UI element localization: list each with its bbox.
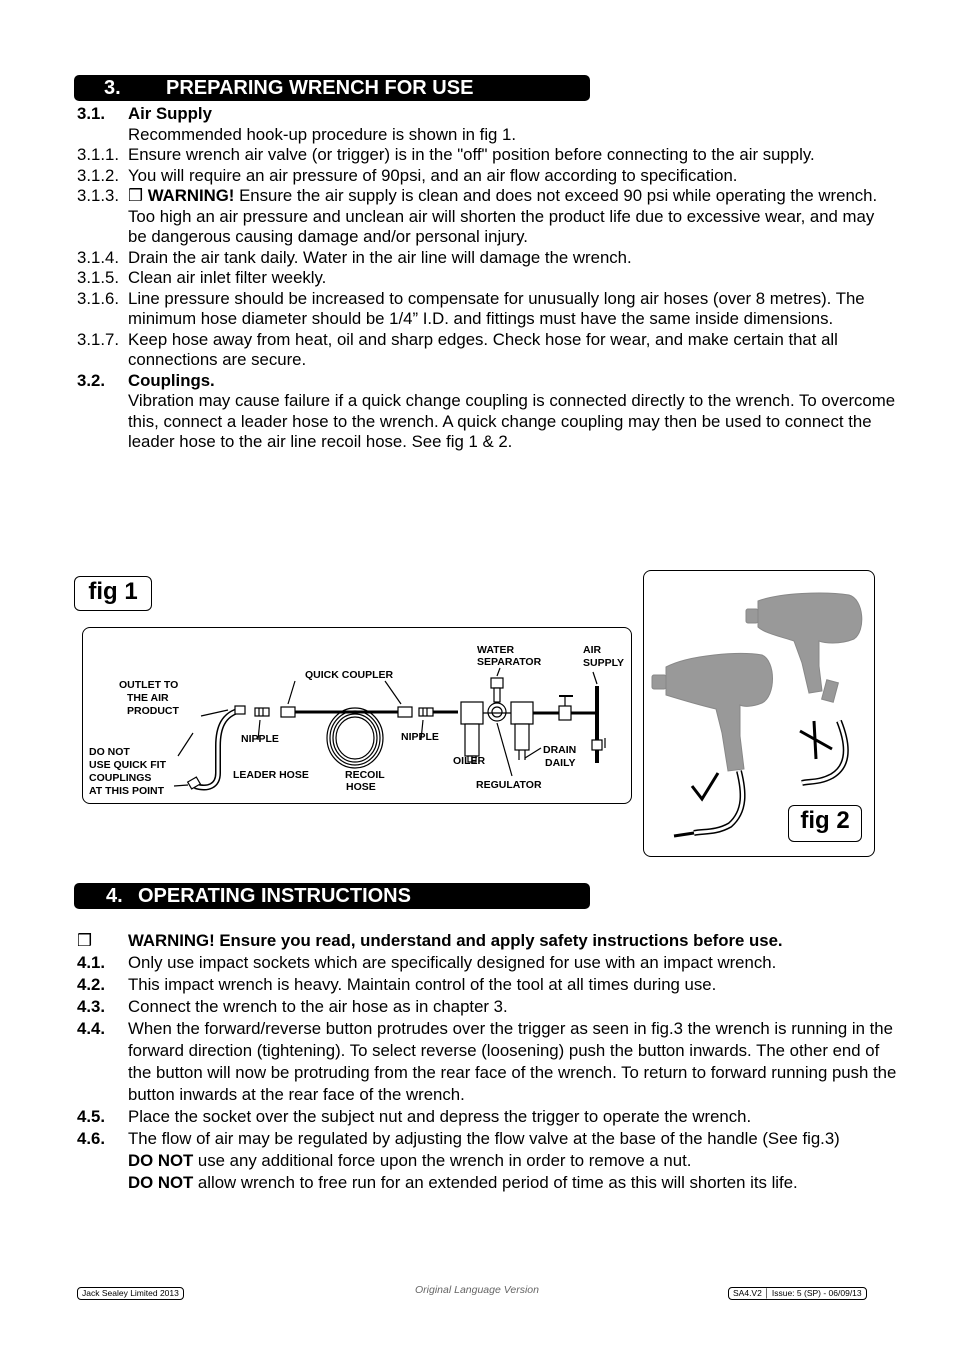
list-item <box>77 1106 897 1128</box>
item-number: 3.1. <box>77 104 105 123</box>
item-number: 3.1.1. <box>77 145 119 164</box>
item-text: Drain the air tank daily. Water in the air line will damage the wrench. <box>128 247 632 267</box>
item-number: 3.1.4. <box>77 247 119 267</box>
section-number: 3. <box>104 77 121 99</box>
section-4-header <box>74 883 590 909</box>
do-not-emphasis: DO NOT <box>128 1173 194 1192</box>
do-not-line-1 <box>77 1150 897 1172</box>
do-not-text: allow wrench to free run for an extended period of time as this will shorten its life. <box>193 1173 798 1192</box>
drain-daily-label-2: DAILY <box>545 757 576 769</box>
do-not-line-2 <box>77 1172 897 1194</box>
list-item <box>77 268 897 289</box>
section-3-list <box>77 104 897 453</box>
water-separator-label-1: WATER <box>477 644 515 656</box>
warning-text: WARNING! Ensure you read, understand and apply safety instructions before use. <box>128 931 783 950</box>
nipple-left-label: NIPPLE <box>241 733 279 745</box>
warning-label: ❒ WARNING! <box>128 186 235 205</box>
item-text: Recommended hook-up procedure is shown in fig 1. <box>128 124 517 144</box>
list-item <box>77 996 897 1018</box>
warning-bullet-icon: ❒ <box>77 931 93 950</box>
item-text: Ensure the air supply is clean and does not exceed 90 psi while operating the wrench. Too high an air pressure and unclean air will shorten the product life due to excessive wear, and may be dangerous causing damage and/or personal injury. <box>128 186 878 246</box>
leader-hose-label: LEADER HOSE <box>233 769 309 781</box>
water-separator-label-2: SEPARATOR <box>477 656 542 668</box>
list-item <box>77 248 897 269</box>
outlet-label-2: THE AIR <box>127 692 169 704</box>
oiler-label: OILER <box>453 755 486 767</box>
item-number: 3.1.3. <box>77 186 119 205</box>
recoil-hose-label-1: RECOIL <box>345 769 385 781</box>
regulator-label: REGULATOR <box>476 779 542 791</box>
item-number: 4.1. <box>77 953 105 972</box>
hose-bad <box>800 721 846 783</box>
item-number: 3.2. <box>77 370 105 390</box>
outlet-label-1: OUTLET TO <box>119 679 179 691</box>
list-item <box>77 371 897 392</box>
item-number: 3.1.6. <box>77 288 119 308</box>
section-title: OPERATING INSTRUCTIONS <box>138 885 411 907</box>
list-item <box>77 125 897 146</box>
item-text: Place the socket over the subject nut and depress the trigger to operate the wrench. <box>128 1107 752 1126</box>
section-3-header <box>74 75 590 101</box>
list-item <box>77 186 897 248</box>
item-text: Couplings. <box>128 370 215 390</box>
item-text: Keep hose away from heat, oil and sharp edges. Check hose for wear, and make certain that all connections are secure. <box>128 329 838 369</box>
item-number: 3.1.5. <box>77 268 119 287</box>
list-item <box>77 289 897 330</box>
drain-daily-label-1: DRAIN <box>543 744 577 756</box>
footer-copyright: Jack Sealey Limited 2013 <box>77 1287 184 1300</box>
wrench-lower-icon <box>652 654 773 772</box>
nipple-right-label: NIPPLE <box>401 731 439 743</box>
list-item <box>77 330 897 371</box>
list-item <box>77 1018 897 1106</box>
item-text: You will require an air pressure of 90psi, and an air flow according to specification. <box>128 165 738 185</box>
item-text: Clean air inlet filter weekly. <box>128 268 327 287</box>
do-not-text: use any additional force upon the wrench in order to remove a nut. <box>193 1151 692 1170</box>
footer-version: Original Language Version <box>415 1284 539 1296</box>
fig-2-label: fig 2 <box>788 805 862 842</box>
list-item <box>77 952 897 974</box>
list-item <box>77 104 897 125</box>
do-not-label-4: AT THIS POINT <box>89 785 165 797</box>
list-item <box>77 974 897 996</box>
do-not-label-2: USE QUICK FIT <box>89 759 167 771</box>
hose-good <box>674 771 743 836</box>
recoil-hose-label-2: HOSE <box>346 781 376 793</box>
item-number: 4.6. <box>77 1129 105 1148</box>
check-icon <box>692 773 718 799</box>
item-number: 4.3. <box>77 997 105 1016</box>
fig-1-label: fig 1 <box>74 576 152 611</box>
item-text: The flow of air may be regulated by adjusting the flow valve at the base of the handle (See fig.3) <box>128 1129 840 1148</box>
item-text: Connect the wrench to the air hose as in chapter 3. <box>128 997 508 1016</box>
do-not-label-1: DO NOT <box>89 746 130 758</box>
list-item <box>77 391 897 453</box>
list-item <box>77 1128 897 1150</box>
list-item <box>77 166 897 187</box>
outlet-label-3: PRODUCT <box>127 705 179 717</box>
item-text: When the forward/reverse button protrudes over the trigger as seen in fig.3 the wrench is running in the forward direction (tightening). To select reverse (loosening) push the button inwards. The other end of the button will now be protruding from the rear face of the wrench. To return to forward running push the button inwards at the rear face of the wrench. <box>128 1019 897 1104</box>
do-not-emphasis: DO NOT <box>128 1151 194 1170</box>
item-number: 3.1.2. <box>77 165 119 185</box>
air-supply-label-1: AIR <box>583 644 602 656</box>
item-text: Only use impact sockets which are specifically designed for use with an impact wrench. <box>128 953 777 972</box>
cross-icon <box>800 721 832 759</box>
section-title: PREPARING WRENCH FOR USE <box>166 77 474 99</box>
air-supply-label-2: SUPPLY <box>583 657 625 669</box>
item-number: 4.4. <box>77 1019 105 1038</box>
fig-2-diagram <box>643 570 875 857</box>
item-number: 4.5. <box>77 1107 105 1126</box>
item-text: Ensure wrench air valve (or trigger) is in the "off" position before connecting to the air supply. <box>128 145 815 164</box>
air-hookup-diagram <box>83 628 631 803</box>
item-text: Line pressure should be increased to compensate for unusually long air hoses (over 8 metres). The minimum hose diameter should be 1/4” I.D. and fittings must have the same inside dimensions. <box>128 288 865 328</box>
do-not-label-3: COUPLINGS <box>89 772 152 784</box>
item-text: This impact wrench is heavy. Maintain control of the tool at all times during use. <box>128 975 717 994</box>
item-text: Vibration may cause failure if a quick change coupling is connected directly to the wrench. To overcome this, connect a leader hose to the wrench. A quick change coupling may then be used to connect the leader hose to the air line recoil hose. See fig 1 & 2. <box>128 391 896 451</box>
footer-issue: SA4.V2 │ Issue: 5 (SP) - 06/09/13 <box>728 1287 867 1300</box>
list-item <box>77 145 897 166</box>
item-number: 3.1.7. <box>77 329 119 349</box>
section-4-list <box>77 930 897 1194</box>
item-number: 4.2. <box>77 975 105 994</box>
fig-1-diagram <box>82 627 632 804</box>
quick-coupler-label: QUICK COUPLER <box>305 669 394 681</box>
warning-item <box>77 930 897 952</box>
item-text: Air Supply <box>128 104 212 123</box>
section-number: 4. <box>106 885 123 907</box>
